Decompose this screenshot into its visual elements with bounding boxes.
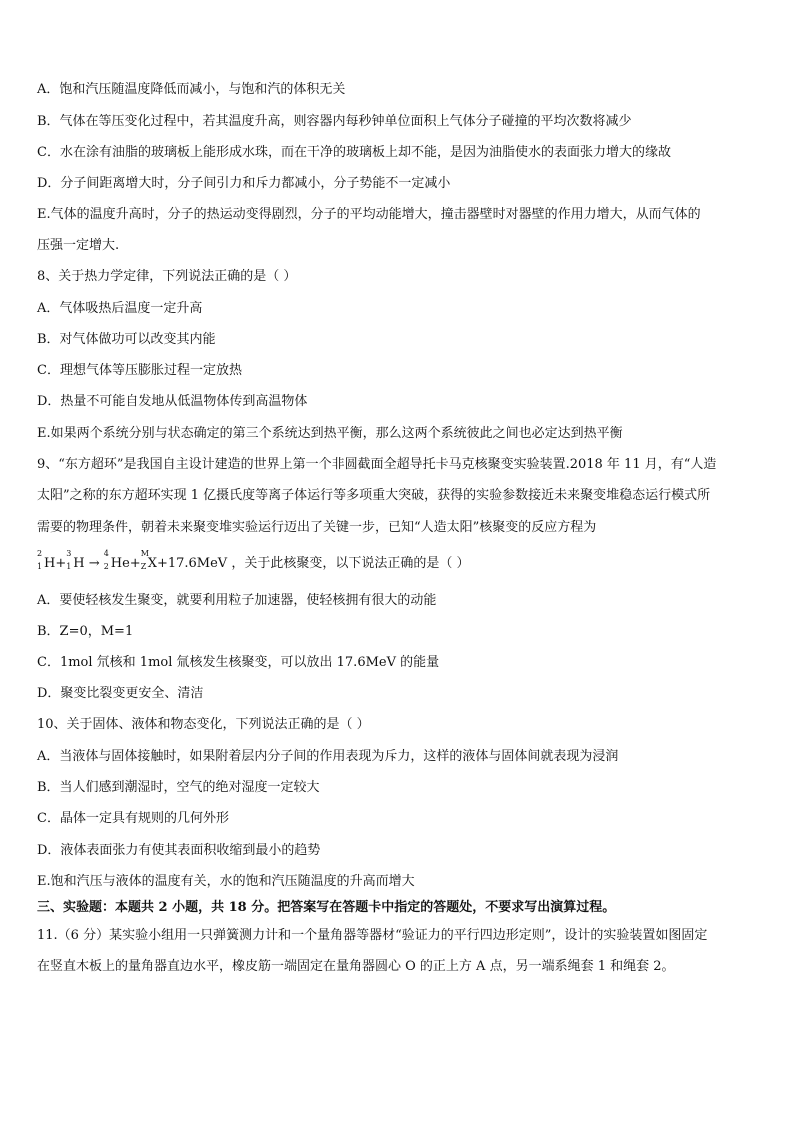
q8-stem: 8、关于热力学定律，下列说法正确的是（ ） <box>37 269 297 284</box>
q8-option-b: B．对气体做功可以改变其内能 <box>37 332 216 347</box>
unknown-particle-x: M Z X <box>140 549 157 571</box>
q9-option-d: D．聚变比裂变更安全、清洁 <box>37 686 204 701</box>
reaction-arrow: → <box>84 556 104 571</box>
q7-option-a: A．饱和汽压随温度降低而减小，与饱和汽的体积无关 <box>37 82 346 97</box>
q9-option-a: A．要使轻核发生聚变，就要利用粒子加速器，使轻核拥有很大的动能 <box>37 593 437 608</box>
q9-option-c: C．1mol 氘核和 1mol 氚核发生核聚变，可以放出 17.6MeV 的能量 <box>37 655 440 670</box>
q8-option-e: E.如果两个系统分别与状态确定的第三个系统达到热平衡，那么这两个系统彼此之间也必定达到热平衡 <box>37 426 623 441</box>
q8-option-a: A．气体吸热后温度一定升高 <box>37 301 203 316</box>
q11-stem-line2: 在竖直木板上的量角器直边水平，橡皮筋一端固定在量角器圆心 O 的正上方 A 点，另一端系绳套 1 和绳套 2。 <box>37 959 675 974</box>
q10-stem: 10、关于固体、液体和物态变化，下列说法正确的是（ ） <box>37 717 370 732</box>
q10-option-c: C．晶体一定具有规则的几何外形 <box>37 811 229 826</box>
q10-option-a: A．当液体与固体接触时，如果附着层内分子间的作用表现为斥力，这样的液体与固体间就表现为浸润 <box>37 749 619 764</box>
q11-stem-line1: 11.（6 分）某实验小组用一只弹簧测力计和一个量角器等器材“验证力的平行四边形定则”，设计的实验装置如图固定 <box>37 928 708 943</box>
q10-option-d: D．液体表面张力有使其表面积收缩到最小的趋势 <box>37 843 321 858</box>
q9-stem-line1: 9、“东方超环”是我国自主设计建造的世界上第一个非圆截面全超导托卡马克核聚变实验装置.2018 年 11 月，有“人造 <box>37 457 717 472</box>
q7-option-b: B．气体在等压变化过程中，若其温度升高，则容器内每秒钟单位面积上气体分子碰撞的平均次数将减少 <box>37 114 632 129</box>
section-heading-experiments: 三、实验题：本题共 2 小题，共 18 分。把答案写在答题卡中指定的答题处，不要求写出演算过程。 <box>37 900 616 915</box>
fusion-equation: 2 1 H+ 3 1 H → 4 2 He+ M Z X+17.6MeV <box>37 549 228 571</box>
q10-option-e: E.饱和汽压与液体的温度有关，水的饱和汽压随温度的升高而增大 <box>37 874 415 889</box>
q8-option-d: D．热量不可能自发地从低温物体传到高温物体 <box>37 394 308 409</box>
q7-option-c: C．水在涂有油脂的玻璃板上能形成水珠，而在干净的玻璃板上却不能，是因为油脂使水的表面张力增大的缘故 <box>37 145 671 160</box>
q9-stem-question: ，关于此核聚变，以下说法正确的是（ ） <box>231 556 470 571</box>
helium-nuclide: 4 2 He <box>103 549 130 571</box>
reaction-energy: +17.6MeV <box>156 556 228 571</box>
q10-option-b: B．当人们感到潮湿时，空气的绝对湿度一定较大 <box>37 780 320 795</box>
q9-stem-line2: 太阳”之称的东方超环实现 1 亿摄氏度等离子体运行等多项重大突破，获得的实验参数接近未来聚变堆稳态运行模式所 <box>37 488 711 503</box>
q9-equation-line <box>37 549 761 572</box>
tritium-nuclide: 3 1 H <box>66 549 85 571</box>
q9-option-b: B．Z=0，M=1 <box>37 624 134 639</box>
q7-option-e-line1: E.气体的温度升高时，分子的热运动变得剧烈，分子的平均动能增大，撞击器壁时对器壁的作用力增大，从而气体的 <box>37 207 701 222</box>
q7-option-d: D．分子间距离增大时，分子间引力和斥力都减小，分子势能不一定减小 <box>37 176 451 191</box>
deuterium-nuclide: 2 1 H <box>37 549 56 571</box>
q9-stem-line3: 需要的物理条件，朝着未来聚变堆实验运行迈出了关键一步，已知“人造太阳”核聚变的反应方程为 <box>37 520 597 535</box>
q7-option-e-line2: 压强一定增大. <box>37 238 120 253</box>
q8-option-c: C．理想气体等压膨胀过程一定放热 <box>37 363 242 378</box>
